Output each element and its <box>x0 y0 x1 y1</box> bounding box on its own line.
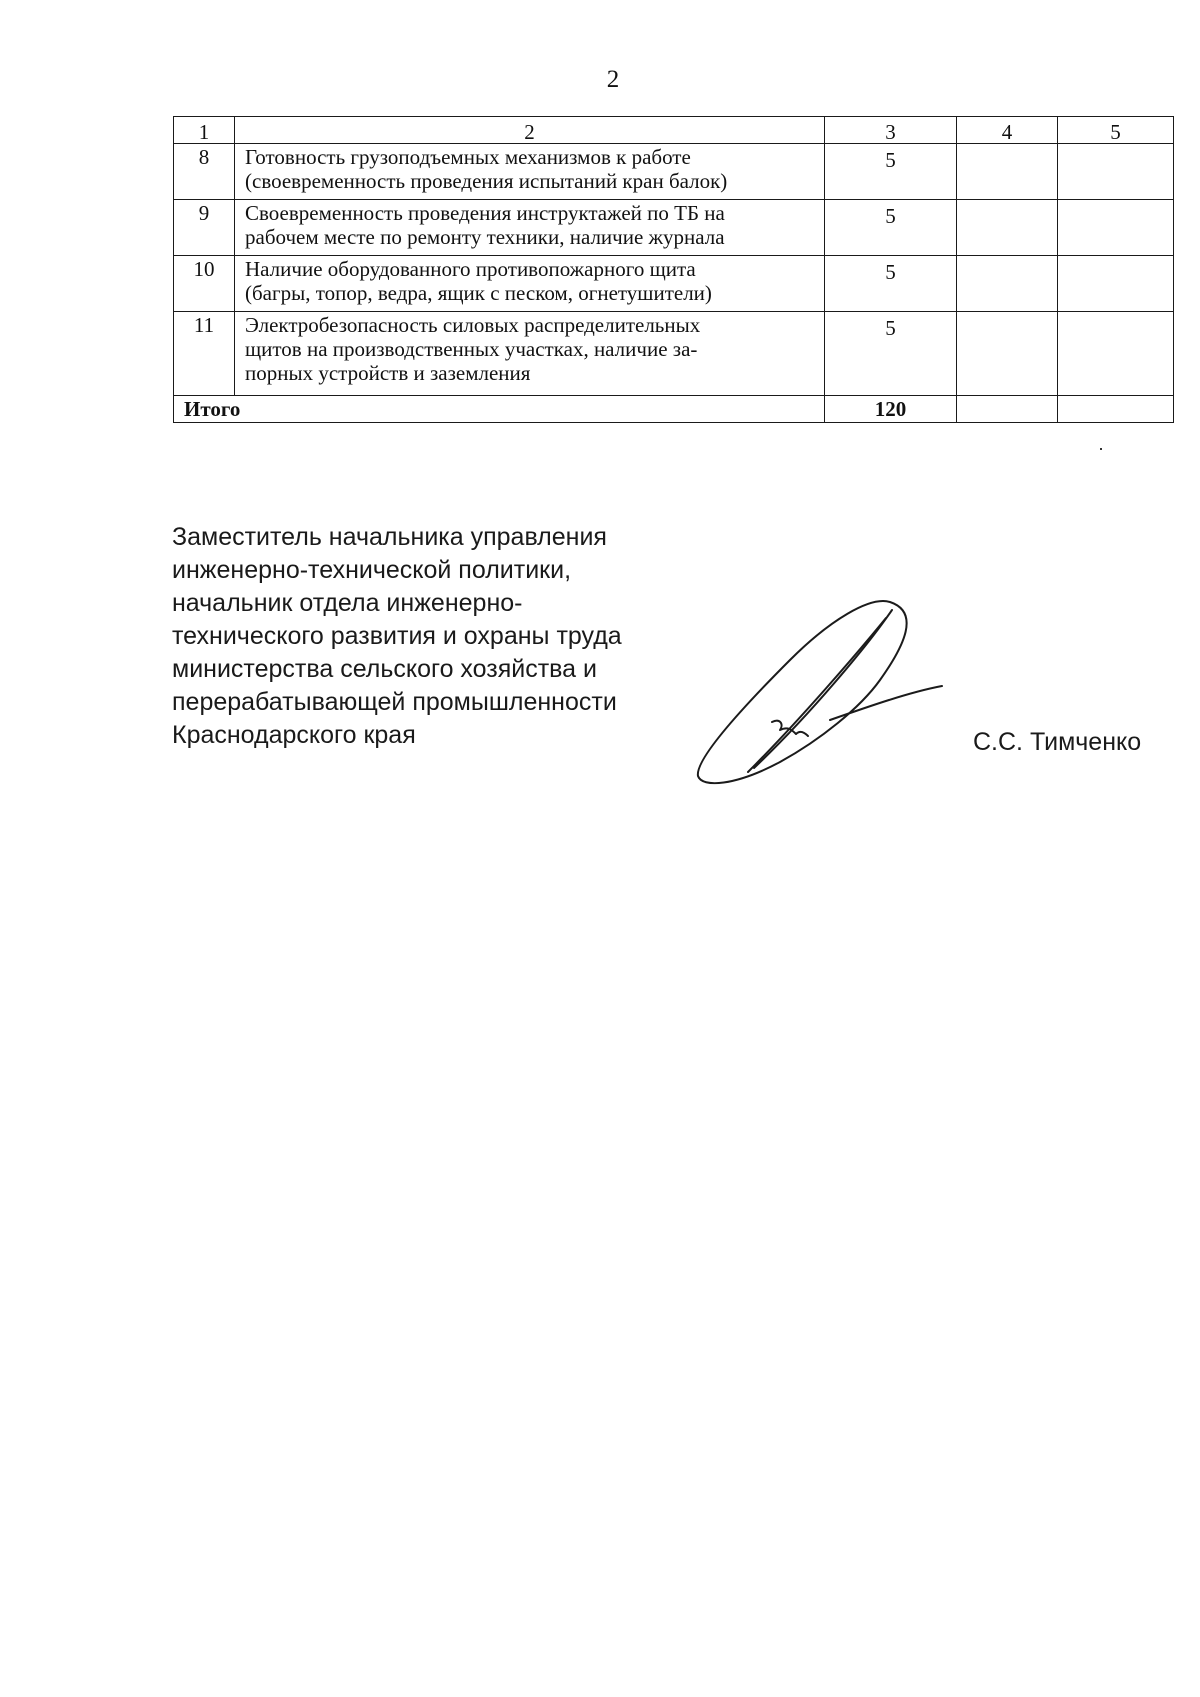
criterion-text <box>235 144 825 200</box>
score-cell: 5 <box>825 256 957 312</box>
total-label: Итого <box>174 396 825 423</box>
signatory-line: технического развития и охраны труда <box>172 622 622 650</box>
row-number: 11 <box>174 312 235 396</box>
empty-cell <box>1058 396 1174 423</box>
row-number: 8 <box>174 144 235 200</box>
scan-speck <box>1100 448 1102 450</box>
criterion-text <box>235 200 825 256</box>
criterion-line: щитов на производственных участках, наличие за- <box>245 337 698 361</box>
score-cell: 5 <box>825 144 957 200</box>
signer-name: С.С. Тимченко <box>973 728 1142 756</box>
empty-cell <box>957 144 1058 200</box>
empty-cell <box>957 200 1058 256</box>
criterion-line: (своевременность проведения испытаний кран балок) <box>245 169 728 193</box>
empty-cell <box>957 312 1058 396</box>
table-row <box>174 200 1174 256</box>
column-number-3: 3 <box>825 117 957 144</box>
table-header-row <box>174 117 1174 144</box>
row-number: 10 <box>174 256 235 312</box>
empty-cell <box>1058 144 1174 200</box>
empty-cell <box>957 396 1058 423</box>
criterion-line: порных устройств и заземления <box>245 361 531 385</box>
table-row <box>174 256 1174 312</box>
page-number: 2 <box>606 66 620 93</box>
column-number-1: 1 <box>174 117 235 144</box>
score-cell: 5 <box>825 200 957 256</box>
signatory-title <box>172 521 622 752</box>
signatory-line: Краснодарского края <box>172 721 416 749</box>
criterion-line: (багры, топор, ведра, ящик с песком, огнетушители) <box>245 281 712 305</box>
signatory-line: перерабатывающей промышленности <box>172 688 617 716</box>
criterion-text <box>235 312 825 396</box>
empty-cell <box>1058 312 1174 396</box>
criterion-line: Наличие оборудованного противопожарного щита <box>245 257 696 281</box>
empty-cell <box>957 256 1058 312</box>
row-number: 9 <box>174 200 235 256</box>
handwritten-signature <box>680 590 950 790</box>
criterion-line: рабочем месте по ремонту техники, наличие журнала <box>245 225 725 249</box>
total-value: 120 <box>825 396 957 423</box>
empty-cell <box>1058 256 1174 312</box>
column-number-5: 5 <box>1058 117 1174 144</box>
criteria-table <box>173 116 1174 423</box>
criterion-line: Электробезопасность силовых распределительных <box>245 313 701 337</box>
total-row <box>174 396 1174 423</box>
signatory-line: министерства сельского хозяйства и <box>172 655 597 683</box>
score-cell: 5 <box>825 312 957 396</box>
signatory-line: Заместитель начальника управления <box>172 523 607 551</box>
column-number-2: 2 <box>235 117 825 144</box>
column-number-4: 4 <box>957 117 1058 144</box>
signatory-line: инженерно-технической политики, <box>172 556 572 584</box>
criterion-text <box>235 256 825 312</box>
signatory-line: начальник отдела инженерно- <box>172 589 523 617</box>
criterion-line: Готовность грузоподъемных механизмов к работе <box>245 145 691 169</box>
table-row <box>174 144 1174 200</box>
empty-cell <box>1058 200 1174 256</box>
table-row <box>174 312 1174 396</box>
criterion-line: Своевременность проведения инструктажей по ТБ на <box>245 201 725 225</box>
